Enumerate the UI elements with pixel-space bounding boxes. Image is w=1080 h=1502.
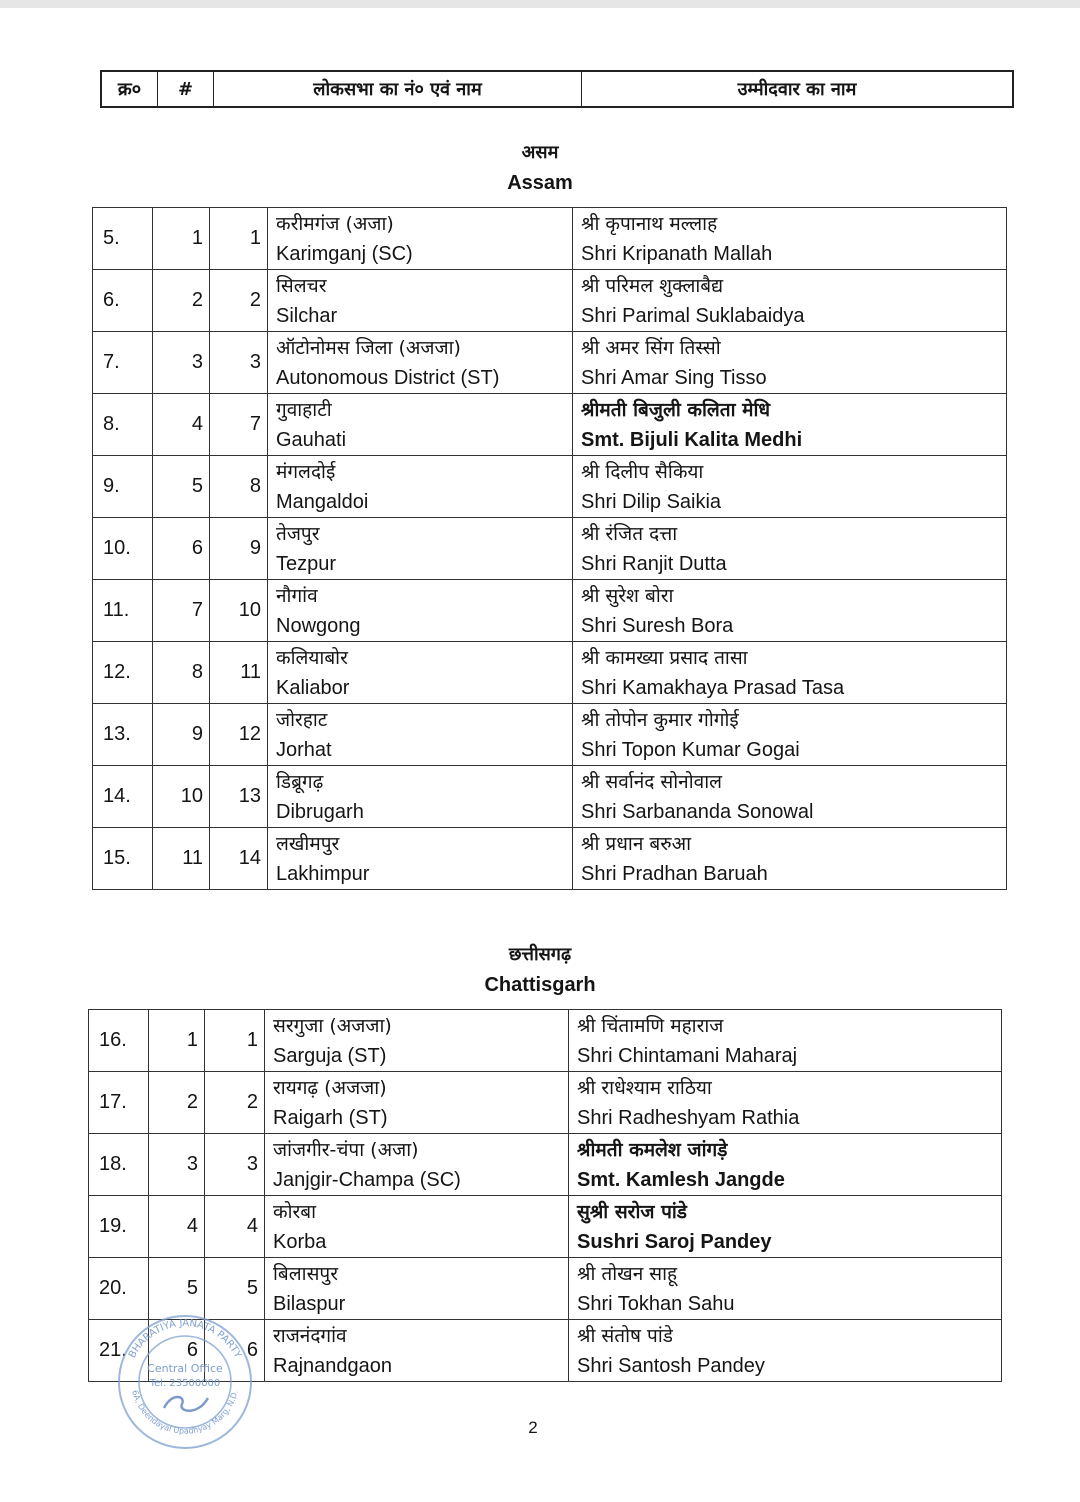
constituency-cell — [268, 394, 573, 456]
candidate-cell — [573, 828, 1007, 890]
state-number-cell: 4 — [153, 394, 210, 456]
candidate-name-english: Shri Radheshyam Rathia — [577, 1106, 800, 1129]
candidate-name-hindi: श्री कामख्या प्रसाद तासा — [581, 646, 748, 669]
constituency-cell — [268, 580, 573, 642]
candidate-name-english: Smt. Kamlesh Jangde — [577, 1168, 785, 1191]
table-row — [93, 704, 1007, 766]
candidate-name-hindi: श्री संतोष पांडे — [577, 1324, 673, 1347]
state-number-cell: 1 — [153, 208, 210, 270]
stamp-central-office: Central Office — [147, 1362, 223, 1375]
candidate-name-english: Shri Chintamani Maharaj — [577, 1044, 798, 1067]
state-number-cell: 3 — [149, 1134, 205, 1196]
constituency-number-cell: 10 — [210, 580, 268, 642]
constituency-number-cell: 5 — [205, 1258, 265, 1320]
table-row — [89, 1072, 1002, 1134]
candidate-cell — [573, 456, 1007, 518]
constituency-number-cell: 11 — [210, 642, 268, 704]
table-row — [93, 208, 1007, 270]
serial-number-cell: 18. — [89, 1134, 149, 1196]
candidate-name-hindi: श्री राधेश्याम राठिया — [577, 1076, 712, 1099]
candidate-name-hindi: श्री सुरेश बोरा — [581, 584, 674, 607]
serial-number-cell: 10. — [93, 518, 153, 580]
serial-number-cell: 6. — [93, 270, 153, 332]
stamp-signature — [164, 1397, 208, 1411]
candidate-cell — [573, 580, 1007, 642]
constituency-number-cell: 7 — [210, 394, 268, 456]
candidate-name-english: Shri Tokhan Sahu — [577, 1292, 735, 1315]
constituency-cell — [265, 1196, 569, 1258]
constituency-name-english: Kaliabor — [276, 676, 350, 699]
constituency-number-cell: 1 — [205, 1010, 265, 1072]
candidate-name-hindi: श्री प्रधान बरुआ — [581, 832, 692, 855]
header-constituency: लोकसभा का नं० एवं नाम — [214, 72, 582, 106]
constituency-number-cell: 2 — [210, 270, 268, 332]
state-number-cell: 1 — [149, 1010, 205, 1072]
serial-number-cell: 19. — [89, 1196, 149, 1258]
candidate-name-hindi: श्री दिलीप सैकिया — [581, 460, 704, 483]
candidate-cell — [573, 394, 1007, 456]
constituency-name-english: Sarguja (ST) — [273, 1044, 387, 1067]
state-number-cell: 10 — [153, 766, 210, 828]
table-row — [93, 518, 1007, 580]
table-row — [93, 270, 1007, 332]
stamp-address: 6A, Deendayal Upadhyay Marg, N.D. — [130, 1389, 240, 1436]
page-number: 2 — [528, 1418, 538, 1437]
candidate-name-english: Shri Parimal Suklabaidya — [581, 304, 805, 327]
candidate-cell — [569, 1320, 1002, 1382]
constituency-cell — [265, 1072, 569, 1134]
state-number-cell: 2 — [153, 270, 210, 332]
constituency-name-hindi: कलियाबोर — [276, 646, 348, 669]
constituency-number-cell: 4 — [205, 1196, 265, 1258]
candidate-name-english: Shri Topon Kumar Gogai — [581, 738, 800, 761]
candidate-name-english: Shri Dilip Saikia — [581, 490, 722, 513]
state-number-cell: 7 — [153, 580, 210, 642]
constituency-cell — [268, 704, 573, 766]
constituency-name-english: Raigarh (ST) — [273, 1106, 388, 1129]
state-number-cell: 11 — [153, 828, 210, 890]
constituency-name-hindi: डिब्रूगढ़ — [276, 770, 324, 793]
section-title-assam — [0, 138, 1080, 198]
section-title-hindi: छत्तीसगढ़ — [508, 944, 572, 965]
candidate-name-hindi: श्री सर्वानंद सोनोवाल — [581, 770, 723, 793]
constituency-number-cell: 2 — [205, 1072, 265, 1134]
svg-text:BHARATIYA JANATA PARTY — [127, 1318, 244, 1361]
constituency-cell — [268, 332, 573, 394]
table-row — [93, 456, 1007, 518]
constituency-name-hindi: ऑटोनोमस जिला (अजजा) — [276, 336, 461, 359]
candidate-name-english: Shri Kamakhaya Prasad Tasa — [581, 676, 845, 699]
candidate-name-hindi: श्री तोपोन कुमार गोगोई — [581, 708, 739, 731]
constituency-name-hindi: रायगढ़ (अजजा) — [273, 1076, 387, 1099]
constituency-name-hindi: गुवाहाटी — [276, 398, 332, 421]
constituency-name-hindi: मंगलदोई — [276, 460, 336, 483]
constituency-name-hindi: कोरबा — [273, 1200, 317, 1223]
candidate-name-english: Smt. Bijuli Kalita Medhi — [581, 428, 803, 451]
constituency-name-english: Bilaspur — [273, 1292, 346, 1315]
candidate-cell — [573, 642, 1007, 704]
table-row — [89, 1134, 1002, 1196]
header-serial: क्र० — [102, 72, 158, 106]
constituency-number-cell: 12 — [210, 704, 268, 766]
candidate-cell — [569, 1258, 1002, 1320]
constituency-number-cell: 9 — [210, 518, 268, 580]
constituency-name-english: Rajnandgaon — [273, 1354, 392, 1377]
candidate-cell — [573, 766, 1007, 828]
constituency-name-english: Dibrugarh — [276, 800, 364, 823]
serial-number-cell: 12. — [93, 642, 153, 704]
candidate-name-hindi: श्री तोखन साहू — [577, 1262, 678, 1285]
candidate-name-hindi: श्रीमती बिजुली कलिता मेधि — [581, 398, 771, 421]
constituency-number-cell: 8 — [210, 456, 268, 518]
state-number-cell: 5 — [149, 1258, 205, 1320]
state-number-cell: 3 — [153, 332, 210, 394]
table-row — [93, 642, 1007, 704]
constituency-cell — [268, 518, 573, 580]
constituency-number-cell: 1 — [210, 208, 268, 270]
constituency-name-english: Silchar — [276, 304, 338, 327]
constituency-cell — [268, 456, 573, 518]
constituency-name-hindi: राजनंदगांव — [273, 1324, 347, 1347]
constituency-name-english: Karimganj (SC) — [276, 242, 413, 265]
constituency-name-hindi: लखीमपुर — [276, 832, 340, 855]
candidate-name-english: Shri Suresh Bora — [581, 614, 734, 637]
serial-number-cell: 7. — [93, 332, 153, 394]
serial-number-cell: 15. — [93, 828, 153, 890]
constituency-cell — [265, 1320, 569, 1382]
serial-number-cell: 20. — [89, 1258, 149, 1320]
constituency-name-hindi: सरगुजा (अजजा) — [273, 1014, 392, 1037]
constituency-cell — [268, 828, 573, 890]
constituency-number-cell: 3 — [210, 332, 268, 394]
candidate-name-english: Shri Kripanath Mallah — [581, 242, 773, 265]
candidate-cell — [573, 332, 1007, 394]
candidate-cell — [569, 1010, 1002, 1072]
state-number-cell: 6 — [153, 518, 210, 580]
candidate-name-english: Sushri Saroj Pandey — [577, 1230, 772, 1253]
constituency-name-hindi: तेजपुर — [276, 522, 320, 545]
header-hash: # — [158, 72, 214, 106]
constituency-name-hindi: जांजगीर-चंपा (अजा) — [273, 1138, 419, 1161]
candidate-cell — [569, 1134, 1002, 1196]
state-number-cell: 4 — [149, 1196, 205, 1258]
constituency-cell — [268, 642, 573, 704]
constituency-cell — [268, 208, 573, 270]
constituency-name-hindi: जोरहाट — [276, 708, 328, 731]
constituency-name-english: Nowgong — [276, 614, 361, 637]
constituency-name-english: Korba — [273, 1230, 327, 1253]
header-candidate: उम्मीदवार का नाम — [737, 79, 857, 100]
candidate-name-english: Shri Santosh Pandey — [577, 1354, 765, 1377]
candidate-cell — [573, 518, 1007, 580]
candidate-name-hindi: श्री रंजित दत्ता — [581, 522, 678, 545]
constituency-number-cell: 3 — [205, 1134, 265, 1196]
stamp-telephone: Tel. 23500000 — [149, 1378, 221, 1389]
state-number-cell: 2 — [149, 1072, 205, 1134]
candidate-cell — [573, 208, 1007, 270]
candidate-name-english: Shri Ranjit Dutta — [581, 552, 727, 575]
assam-table-body — [93, 208, 1007, 890]
constituency-name-english: Jorhat — [276, 738, 332, 761]
constituency-name-english: Lakhimpur — [276, 862, 370, 885]
table-row — [89, 1010, 1002, 1072]
constituency-name-english: Mangaldoi — [276, 490, 369, 513]
serial-number-cell: 13. — [93, 704, 153, 766]
candidate-name-hindi: श्री चिंतामणि महाराज — [577, 1014, 724, 1037]
constituency-name-hindi: करीमगंज (अजा) — [276, 212, 394, 235]
serial-number-cell: 14. — [93, 766, 153, 828]
candidate-cell — [569, 1196, 1002, 1258]
serial-number-cell: 5. — [93, 208, 153, 270]
serial-number-cell: 21. — [89, 1320, 149, 1382]
constituency-name-english: Tezpur — [276, 552, 337, 575]
candidate-cell — [569, 1072, 1002, 1134]
constituency-number-cell: 6 — [205, 1320, 265, 1382]
constituency-name-hindi: नौगांव — [276, 584, 318, 607]
assam-candidate-table — [92, 207, 1007, 890]
section-title-hindi: असम — [521, 142, 559, 163]
candidate-cell — [573, 270, 1007, 332]
serial-number-cell: 11. — [93, 580, 153, 642]
constituency-name-hindi: बिलासपुर — [273, 1262, 338, 1285]
table-row — [93, 394, 1007, 456]
constituency-cell — [268, 766, 573, 828]
section-title-chattisgarh — [0, 940, 1080, 1000]
candidate-cell — [573, 704, 1007, 766]
constituency-cell — [265, 1010, 569, 1072]
table-row — [89, 1196, 1002, 1258]
table-row — [93, 766, 1007, 828]
candidate-name-english: Shri Sarbananda Sonowal — [581, 800, 814, 823]
candidate-name-hindi: श्री अमर सिंग तिस्सो — [581, 336, 721, 359]
constituency-cell — [268, 270, 573, 332]
table-row — [93, 580, 1007, 642]
candidate-name-hindi: श्री परिमल शुक्लाबैद्य — [581, 274, 724, 297]
state-number-cell: 8 — [153, 642, 210, 704]
table-row — [89, 1258, 1002, 1320]
candidate-name-hindi: सुश्री सरोज पांडे — [577, 1200, 687, 1223]
section-title-english: Chattisgarh — [484, 974, 596, 996]
serial-number-cell: 8. — [93, 394, 153, 456]
section-title-english: Assam — [507, 172, 573, 194]
candidate-name-hindi: श्री कृपानाथ मल्लाह — [581, 212, 718, 235]
constituency-name-hindi: सिलचर — [276, 274, 327, 297]
candidate-name-english: Shri Pradhan Baruah — [581, 862, 768, 885]
candidate-name-hindi: श्रीमती कमलेश जांगड़े — [577, 1138, 728, 1161]
table-row — [93, 332, 1007, 394]
state-number-cell: 9 — [153, 704, 210, 766]
scan-top-shade — [0, 0, 1080, 8]
header-row — [100, 70, 1014, 108]
serial-number-cell: 16. — [89, 1010, 149, 1072]
constituency-name-english: Autonomous District (ST) — [276, 366, 500, 389]
constituency-number-cell: 13 — [210, 766, 268, 828]
serial-number-cell: 9. — [93, 456, 153, 518]
stamp-party-name: BHARATIYA JANATA PARTY — [126, 1317, 244, 1361]
constituency-cell — [265, 1134, 569, 1196]
candidate-name-english: Shri Amar Sing Tisso — [581, 366, 767, 389]
table-row — [93, 828, 1007, 890]
constituency-cell — [265, 1258, 569, 1320]
state-number-cell: 5 — [153, 456, 210, 518]
state-number-cell: 6 — [149, 1320, 205, 1382]
constituency-name-english: Janjgir-Champa (SC) — [273, 1168, 461, 1191]
serial-number-cell: 17. — [89, 1072, 149, 1134]
constituency-name-english: Gauhati — [276, 428, 347, 451]
constituency-number-cell: 14 — [210, 828, 268, 890]
